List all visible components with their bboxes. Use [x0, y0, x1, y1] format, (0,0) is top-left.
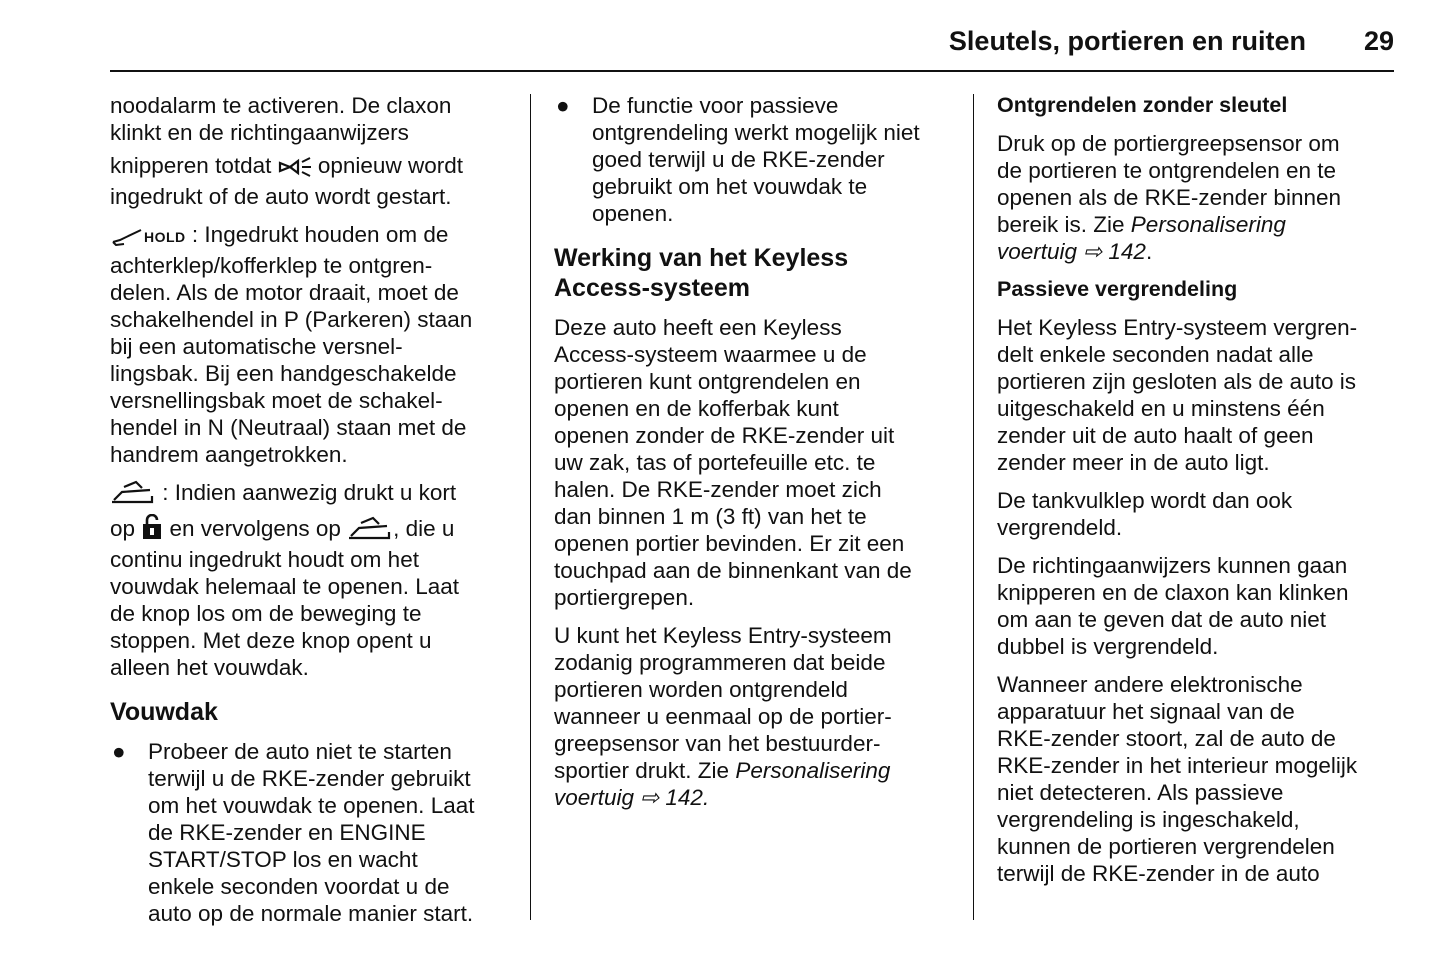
text-line: Het Keyless Entry-systeem vergren- — [997, 315, 1358, 340]
column-1 — [110, 92, 515, 938]
text-line: openen portier bevinden. Er zit een — [554, 531, 905, 556]
text-line: wanneer u eenmaal op de portier- — [554, 704, 892, 729]
text-line: apparatuur het signaal van de — [997, 699, 1295, 724]
text-line: portieren zijn gesloten als de auto is — [997, 369, 1356, 394]
paragraph-alarm — [110, 92, 515, 210]
text-fragment: knipperen totdat — [110, 153, 278, 178]
text-line — [110, 221, 515, 252]
text-line: openen als de RKE-zender binnen — [997, 185, 1341, 210]
text-line: portieren worden ontgrendeld — [554, 677, 848, 702]
text-line: portieren kunt ontgrendelen en — [554, 369, 861, 394]
text-line: uw zak, tas of portefeuille etc. te — [554, 450, 876, 475]
text-line: vouwdak helemaal te openen. Laat — [110, 574, 460, 599]
text-line: Wanneer andere elektronische — [997, 672, 1303, 697]
text-line: klinkt en de richtingaanwijzers — [110, 120, 409, 145]
cross-reference: Personalisering — [1130, 212, 1286, 237]
column-3 — [997, 92, 1397, 898]
trunk-release-icon — [110, 225, 144, 252]
paragraph-keyless-programming — [554, 622, 959, 811]
text-line — [554, 757, 959, 784]
text-line — [110, 152, 515, 183]
text-line: continu ingedrukt houdt om het — [110, 547, 419, 572]
heading-keyless-access — [554, 243, 959, 303]
text-line: zender uit de auto haalt of geen — [997, 423, 1314, 448]
text-line: om aan te geven dat de auto niet — [997, 607, 1326, 632]
text-fragment: voertuig — [997, 239, 1078, 264]
text-line: touchpad aan de binnenkant van de — [554, 558, 912, 583]
text-fragment: sportier drukt. Zie — [554, 758, 736, 783]
heading-line: Access-systeem — [554, 274, 750, 302]
text-line: START/STOP los en wacht — [148, 847, 418, 872]
paragraph-keyless-intro — [554, 314, 959, 611]
cross-reference: Personalisering — [735, 758, 891, 783]
text-fragment: . — [1145, 239, 1153, 264]
column-divider-1 — [530, 94, 531, 920]
text-line: openen zonder de RKE-zender uit — [554, 423, 895, 448]
text-fragment: bereik is. Zie — [997, 212, 1131, 237]
text-line: openen. — [592, 201, 674, 226]
text-fragment: , die u — [393, 516, 455, 541]
text-line: Druk op de portiergreepsensor om — [997, 131, 1340, 156]
horn-icon — [278, 156, 312, 183]
text-line: delt enkele seconden nadat alle — [997, 342, 1314, 367]
text-line: noodalarm te activeren. De claxon — [110, 93, 452, 118]
heading-line: Werking van het Keyless — [554, 244, 849, 272]
text-line: goed terwijl u de RKE-zender — [592, 147, 885, 172]
paragraph-passive-lock — [997, 314, 1397, 476]
text-line: delen. Als de motor draait, moet de — [110, 280, 459, 305]
text-line: alleen het vouwdak. — [110, 655, 309, 680]
page-reference: ⇨ 142. — [634, 785, 710, 810]
text-line: greepsensor van het bestuurder- — [554, 731, 881, 756]
convertible-top-icon — [347, 516, 393, 546]
text-line: portiergrepen. — [554, 585, 695, 610]
heading-vouwdak: Vouwdak — [110, 698, 218, 726]
header-rule — [110, 70, 1394, 72]
bullet-icon: ● — [556, 93, 570, 118]
cross-reference-link[interactable] — [554, 784, 959, 811]
column-divider-2 — [973, 94, 974, 920]
text-line: de portieren te ontgrendelen en te — [997, 158, 1337, 183]
text-line: achterklep/kofferklep te ontgren- — [110, 253, 433, 278]
text-line: lingsbak. Bij een handgeschakelde — [110, 361, 457, 386]
paragraph-unlock — [997, 130, 1397, 265]
bullet-item — [110, 738, 515, 927]
text-line: Access-systeem waarmee u de — [554, 342, 867, 367]
text-line: terwijl u de RKE-zender gebruikt — [148, 766, 471, 791]
text-line: Deze auto heeft een Keyless — [554, 315, 842, 340]
paragraph-trunk — [110, 221, 515, 468]
text-line: dan binnen 1 m (3 ft) van het te — [554, 504, 867, 529]
bullet-icon: ● — [112, 739, 126, 764]
text-fragment: : Ingedrukt houden om de — [185, 222, 449, 247]
text-fragment: voertuig — [554, 785, 635, 810]
text-line: U kunt het Keyless Entry-systeem — [554, 623, 892, 648]
text-line: terwijl de RKE-zender in de auto — [997, 861, 1320, 886]
text-line: openen en de kofferbak kunt — [554, 396, 839, 421]
text-line — [997, 211, 1397, 238]
paragraph-interference — [997, 671, 1397, 887]
text-line: uitgeschakeld en u minstens één — [997, 396, 1325, 421]
page-number: 29 — [1363, 26, 1394, 56]
text-line: knipperen en de claxon kan klinken — [997, 580, 1349, 605]
paragraph-indicators — [997, 552, 1397, 660]
text-line: de knop los om de beweging te — [110, 601, 422, 626]
text-fragment: op — [110, 516, 142, 541]
heading-ontgrendelen: Ontgrendelen zonder sleutel — [997, 93, 1288, 117]
page-header — [110, 26, 1394, 62]
text-line: enkele seconden voordat u de — [148, 874, 450, 899]
text-line: RKE-zender in het interieur mogelijk — [997, 753, 1358, 778]
heading-passieve: Passieve vergrendeling — [997, 277, 1238, 301]
text-line: zodanig programmeren dat beide — [554, 650, 886, 675]
text-fragment: opnieuw wordt — [311, 153, 463, 178]
text-line: ontgrendeling werkt mogelijk niet — [592, 120, 920, 145]
text-line: ingedrukt of de auto wordt gestart. — [110, 184, 452, 209]
cross-reference-link[interactable] — [997, 238, 1397, 265]
text-line: De functie voor passieve — [592, 93, 839, 118]
text-line: halen. De RKE-zender moet zich — [554, 477, 882, 502]
text-line: niet detecteren. Als passieve — [997, 780, 1284, 805]
text-line: vergrendeling is ingeschakeld, — [997, 807, 1300, 832]
text-line: bij een automatische versnel- — [110, 334, 403, 359]
text-line: stoppen. Met deze knop opent u — [110, 628, 432, 653]
unlock-icon — [141, 514, 163, 546]
page-reference: ⇨ 142 — [1077, 239, 1146, 264]
text-line: gebruikt om het vouwdak te — [592, 174, 868, 199]
text-line: Probeer de auto niet te starten — [148, 739, 452, 764]
text-line: vergrendeld. — [997, 515, 1123, 540]
convertible-top-icon — [110, 480, 156, 510]
text-line: versnellingsbak moet de schakel- — [110, 388, 443, 413]
text-line: handrem aangetrokken. — [110, 442, 348, 467]
text-fragment: : Indien aanwezig drukt u kort — [156, 480, 457, 505]
text-line: kunnen de portieren vergrendelen — [997, 834, 1335, 859]
column-2 — [554, 92, 959, 822]
paragraph-fuel-door — [997, 487, 1397, 541]
paragraph-convertible-button — [110, 479, 515, 681]
text-line — [110, 514, 515, 546]
text-line: hendel in N (Neutraal) staan met de — [110, 415, 467, 440]
hold-label: HOLD — [144, 229, 186, 245]
text-line: De tankvulklep wordt dan ook — [997, 488, 1293, 513]
section-title: Sleutels, portieren en ruiten — [948, 26, 1306, 56]
text-line: De richtingaanwijzers kunnen gaan — [997, 553, 1348, 578]
text-line: dubbel is vergrendeld. — [997, 634, 1219, 659]
text-line: RKE-zender stoort, zal de auto de — [997, 726, 1336, 751]
bullet-item — [554, 92, 959, 227]
text-line — [110, 479, 515, 510]
text-fragment: en vervolgens op — [163, 516, 348, 541]
text-line: de RKE-zender en ENGINE — [148, 820, 426, 845]
text-line: schakelhendel in P (Parkeren) staan — [110, 307, 473, 332]
text-line: om het vouwdak te openen. Laat — [148, 793, 475, 818]
text-line: zender meer in de auto ligt. — [997, 450, 1270, 475]
text-line: auto op de normale manier start. — [148, 901, 474, 926]
